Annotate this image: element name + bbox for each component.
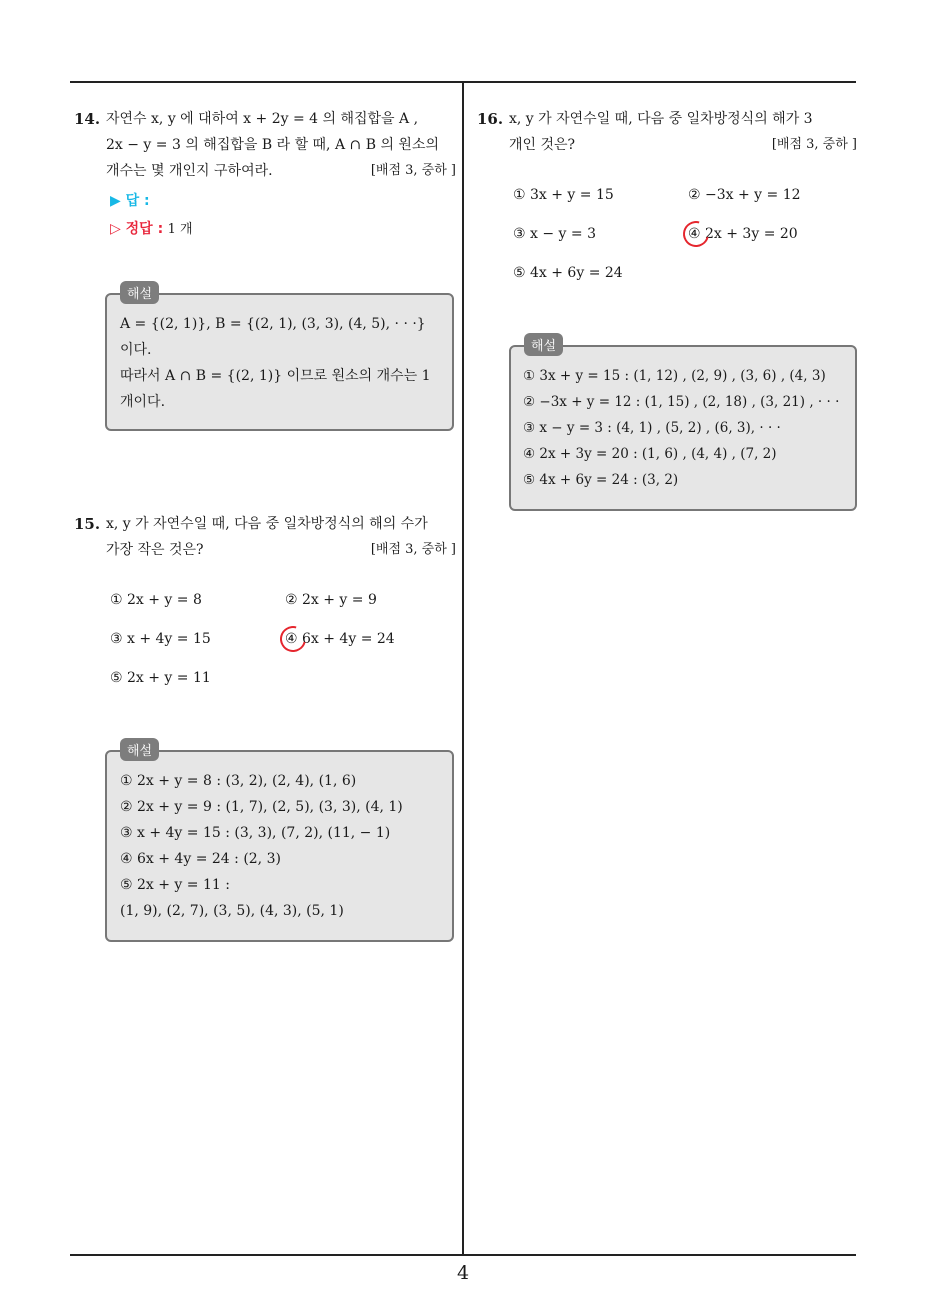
solution-line: ⑤ 4x + 6y = 24 : (3, 2) xyxy=(523,472,679,488)
solution-line: 개이다. xyxy=(120,394,166,410)
question-14 xyxy=(74,106,456,186)
question-line: 개인 것은? xyxy=(509,137,576,153)
answer-label: ▶ 답 : xyxy=(110,193,150,209)
solution-line: ③ x − y = 3 : (4, 1) , (5, 2) , (6, 3), · · · xyxy=(523,420,781,436)
solution-tag: 해설 xyxy=(120,738,159,761)
question-line: 2x − y = 3 의 해집합을 B 라 할 때, A ∩ B 의 원소의 xyxy=(106,137,439,153)
question-line: 자연수 x, y 에 대하여 x + 2y = 4 의 해집합을 A , xyxy=(106,111,419,127)
solution-line: ② −3x + y = 12 : (1, 15) , (2, 18) , (3, 21) , · · · xyxy=(523,394,840,410)
score-label: [배점 3, 중하 ] xyxy=(370,163,456,178)
question-line: x, y 가 자연수일 때, 다음 중 일차방정식의 해가 3 xyxy=(509,111,813,127)
choice-1: ① 3x + y = 15 xyxy=(513,187,614,203)
score-label: [배점 3, 중하 ] xyxy=(370,542,456,557)
choice-3: ③ x − y = 3 xyxy=(513,226,596,242)
column-divider xyxy=(462,82,464,1255)
question-number: 14. xyxy=(74,110,101,128)
choice-1: ① 2x + y = 8 xyxy=(110,592,202,608)
question-line: 가장 작은 것은? xyxy=(106,542,204,558)
solution-line: ① 3x + y = 15 : (1, 12) , (2, 9) , (3, 6) , (4, 3) xyxy=(523,368,826,384)
correct-answer-value: 1 개 xyxy=(167,222,193,237)
solution-line: ⑤ 2x + y = 11 : xyxy=(120,877,230,893)
solution-box xyxy=(509,345,857,511)
question-16 xyxy=(477,106,857,160)
choice-4: ④ 2x + 3y = 20 xyxy=(688,226,798,242)
solution-line: A = {(2, 1)}, B = {(2, 1), (3, 3), (4, 5), · · ·} xyxy=(120,316,426,332)
solution-box xyxy=(105,293,454,431)
solution-box xyxy=(105,750,454,942)
question-number: 16. xyxy=(477,110,504,128)
choice-3: ③ x + 4y = 15 xyxy=(110,631,211,647)
bottom-rule xyxy=(70,1254,856,1256)
solution-line: 이다. xyxy=(120,342,152,358)
question-number: 15. xyxy=(74,515,101,533)
choice-2: ② −3x + y = 12 xyxy=(688,187,801,203)
choice-2: ② 2x + y = 9 xyxy=(285,592,377,608)
choice-4: ④ 6x + 4y = 24 xyxy=(285,631,395,647)
solution-tag: 해설 xyxy=(120,281,159,304)
correct-answer-row xyxy=(110,218,193,238)
choice-5: ⑤ 4x + 6y = 24 xyxy=(513,265,623,281)
question-15 xyxy=(74,511,456,565)
solution-line: ① 2x + y = 8 : (3, 2), (2, 4), (1, 6) xyxy=(120,773,357,789)
solution-line: ② 2x + y = 9 : (1, 7), (2, 5), (3, 3), (4, 1) xyxy=(120,799,403,815)
choice-5: ⑤ 2x + y = 11 xyxy=(110,670,211,686)
question-line: x, y 가 자연수일 때, 다음 중 일차방정식의 해의 수가 xyxy=(106,516,428,532)
solution-line: ③ x + 4y = 15 : (3, 3), (7, 2), (11, − 1) xyxy=(120,825,391,841)
solution-line: ④ 2x + 3y = 20 : (1, 6) , (4, 4) , (7, 2) xyxy=(523,446,777,462)
solution-line: 따라서 A ∩ B = {(2, 1)} 이므로 원소의 개수는 1 xyxy=(120,368,431,384)
solution-tag: 해설 xyxy=(524,333,563,356)
solution-line: ④ 6x + 4y = 24 : (2, 3) xyxy=(120,851,281,867)
answer-mark-icon xyxy=(678,216,714,252)
question-line: 개수는 몇 개인지 구하여라. xyxy=(106,163,273,179)
answer-row xyxy=(110,190,150,210)
solution-line: (1, 9), (2, 7), (3, 5), (4, 3), (5, 1) xyxy=(120,903,344,919)
score-label: [배점 3, 중하 ] xyxy=(771,137,857,152)
answer-mark-icon xyxy=(275,621,311,657)
correct-answer-label: ▷ 정답 : xyxy=(110,221,164,237)
page-number: 4 xyxy=(456,1262,470,1284)
